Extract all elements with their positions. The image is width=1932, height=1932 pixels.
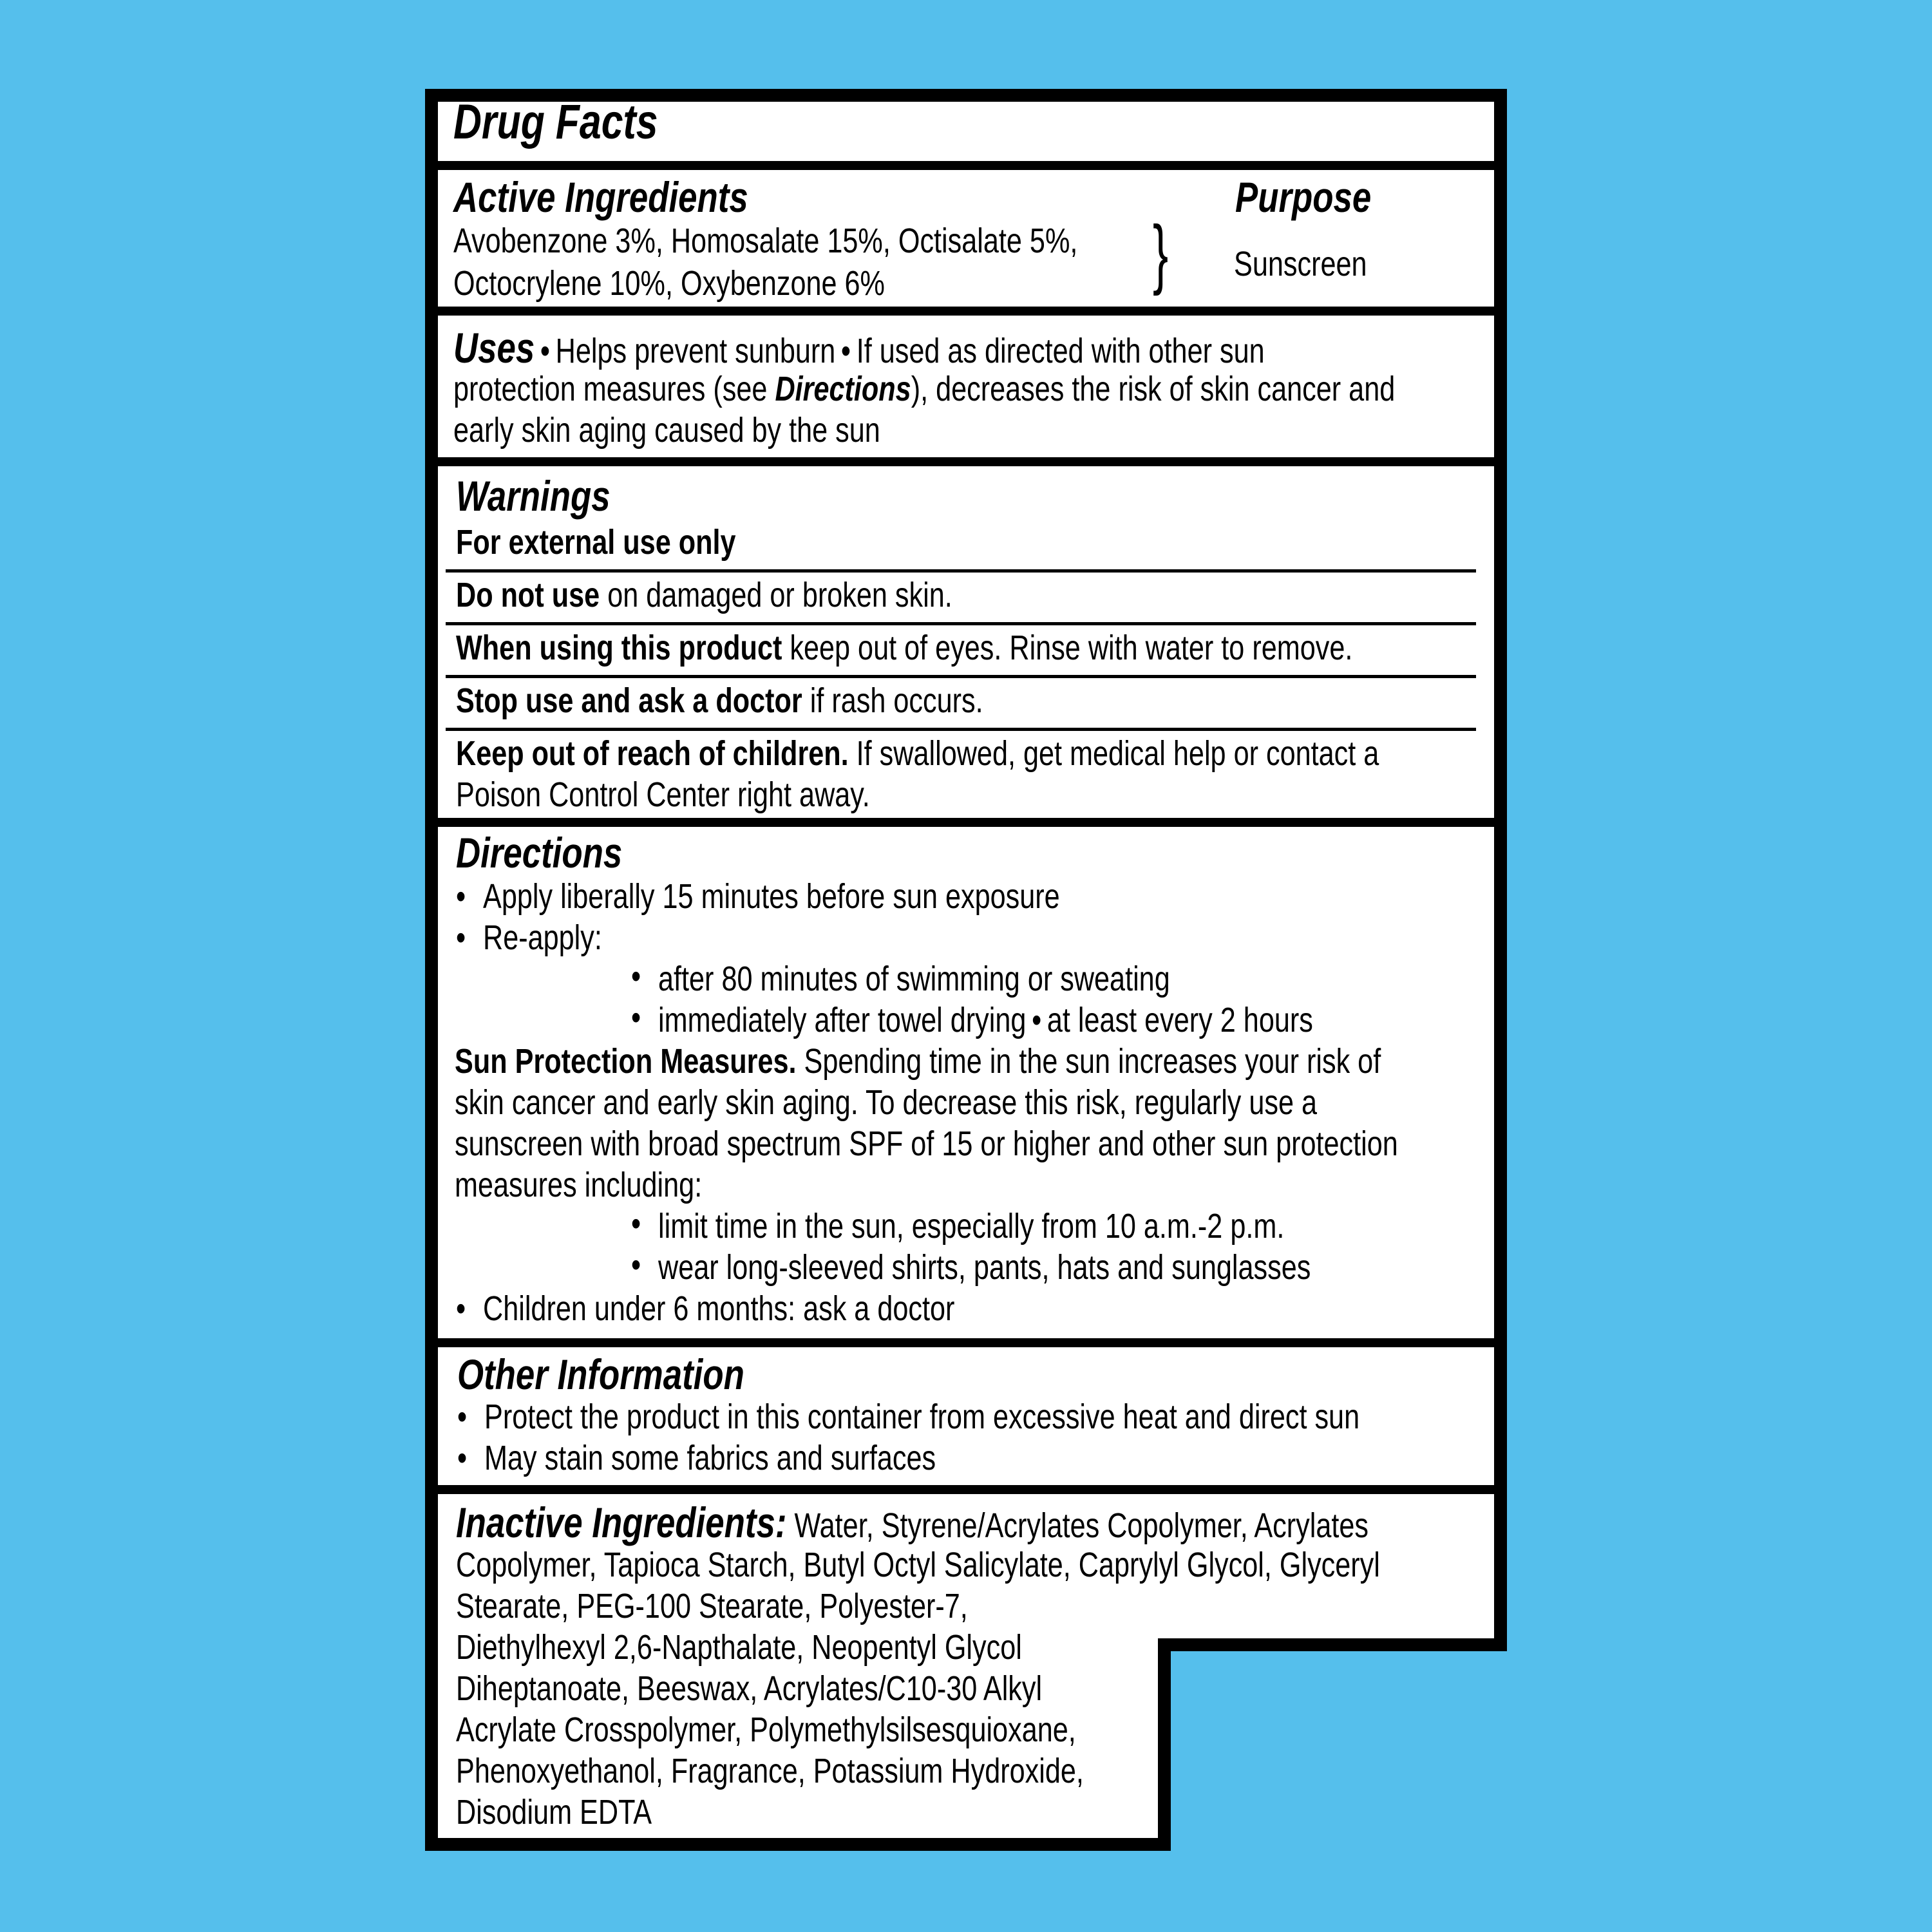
other-information-item-2: May stain some fabrics and surfaces [484, 1439, 936, 1477]
sun-protection-line-2: skin cancer and early skin aging. To decrease this risk, regularly use a [455, 1083, 1318, 1122]
bullet-icon: • [457, 1397, 468, 1436]
brace-icon: } [1153, 210, 1169, 296]
directions-item-2: Re-apply: [483, 918, 602, 957]
inactive-ingredients-line-1 [456, 1499, 1368, 1546]
keep-out-warning [456, 733, 1379, 774]
reapply-sub-2a: immediately after towel drying [658, 1001, 1027, 1039]
active-ingredients-line-2: Octocrylene 10%, Oxybenzone 6% [453, 264, 885, 303]
bullet-icon: • [631, 998, 641, 1037]
purpose-value: Sunscreen [1234, 245, 1367, 283]
bullet-icon: • [840, 332, 851, 370]
when-using-label: When using this product [456, 629, 782, 667]
active-ingredients-line-1: Avobenzone 3%, Homosalate 15%, Octisalate 5%, [453, 222, 1078, 260]
reapply-sub-2b: at least every 2 hours [1046, 1001, 1313, 1039]
stop-use-label: Stop use and ask a doctor [456, 681, 802, 720]
divider-warning-2 [446, 622, 1476, 625]
divider-directions [431, 1338, 1501, 1347]
do-not-use-label: Do not use [456, 576, 600, 614]
keep-out-label: Keep out of reach of children. [456, 734, 849, 773]
do-not-use-warning [456, 574, 952, 616]
directions-reference: Directions [775, 370, 911, 408]
inactive-ingredients-line-5: Diheptanoate, Beeswax, Acrylates/C10-30 Alkyl [456, 1669, 1043, 1708]
divider-warnings [431, 818, 1501, 827]
uses-item-1: Helps prevent sunburn [555, 332, 836, 370]
bullet-icon: • [540, 332, 550, 370]
inactive-ingredients-line-3: Stearate, PEG-100 Stearate, Polyester-7, [456, 1587, 968, 1625]
do-not-use-text: on damaged or broken skin. [600, 576, 952, 614]
inactive-ingredients-line-4: Diethylhexyl 2,6-Napthalate, Neopentyl Glycol [456, 1628, 1022, 1667]
bullet-icon: • [631, 1245, 641, 1284]
uses-line-2-pre: protection measures (see [453, 370, 775, 408]
when-using-warning [456, 627, 1352, 668]
sun-protection-label: Sun Protection Measures. [455, 1042, 797, 1081]
uses-line-1 [453, 325, 1265, 372]
drug-facts-label [425, 89, 1507, 1851]
reapply-sub-2 [658, 999, 1313, 1041]
sun-protection-line-4: measures including: [455, 1166, 703, 1204]
divider-uses [431, 457, 1501, 466]
uses-item-2: If used as directed with other sun [856, 332, 1265, 370]
inactive-ingredients-line-6: Acrylate Crosspolymer, Polymethylsilsesquioxane, [456, 1710, 1076, 1749]
divider-warning-4 [446, 728, 1476, 731]
stop-use-warning [456, 680, 983, 721]
warnings-heading: Warnings [456, 472, 611, 520]
inactive-ingredients-heading: Inactive Ingredients: [456, 1499, 787, 1546]
when-using-text: keep out of eyes. Rinse with water to remove. [782, 629, 1353, 667]
directions-item-1: Apply liberally 15 minutes before sun exposure [483, 877, 1060, 916]
uses-heading: Uses [453, 324, 535, 372]
directions-heading: Directions [456, 829, 623, 876]
bullet-icon: • [1032, 1001, 1042, 1039]
inactive-ingredients-line-7: Phenoxyethanol, Fragrance, Potassium Hydroxide, [456, 1752, 1084, 1790]
sun-protection-text-1: Spending time in the sun increases your risk of [796, 1042, 1381, 1081]
keep-out-line-2: Poison Control Center right away. [456, 775, 870, 814]
purpose-heading: Purpose [1235, 173, 1372, 221]
sun-protection-sub-2: wear long-sleeved shirts, pants, hats and sunglasses [658, 1248, 1311, 1287]
directions-item-3: Children under 6 months: ask a doctor [483, 1289, 955, 1328]
divider-active [431, 307, 1501, 316]
divider-warning-3 [446, 675, 1476, 678]
bullet-icon: • [456, 918, 466, 957]
sun-protection-line-3: sunscreen with broad spectrum SPF of 15 or higher and other sun protection [455, 1124, 1398, 1163]
reapply-sub-1: after 80 minutes of swimming or sweating [658, 960, 1170, 998]
active-ingredients-heading: Active Ingredients [453, 173, 748, 221]
keep-out-text: If swallowed, get medical help or contact a [848, 734, 1379, 773]
uses-line-2 [453, 368, 1395, 410]
sun-protection-sub-1: limit time in the sun, especially from 10 a.m.-2 p.m. [658, 1207, 1285, 1245]
inactive-ingredients-line-8: Disodium EDTA [456, 1793, 652, 1832]
bullet-icon: • [457, 1439, 468, 1477]
uses-line-2-post: ), decreases the risk of skin cancer and [911, 370, 1396, 408]
inactive-ingredients-text-1: Water, Styrene/Acrylates Copolymer, Acrylates [786, 1506, 1368, 1545]
external-use-note: For external use only [456, 523, 736, 562]
inactive-ingredients-line-2: Copolymer, Tapioca Starch, Butyl Octyl Salicylate, Caprylyl Glycol, Glyceryl [456, 1546, 1380, 1584]
other-information-heading: Other Information [457, 1350, 744, 1398]
bullet-icon: • [631, 957, 641, 996]
divider-title [431, 161, 1501, 170]
other-information-item-1: Protect the product in this container from excessive heat and direct sun [484, 1397, 1360, 1436]
sun-protection-line-1 [455, 1041, 1381, 1082]
stop-use-text: if rash occurs. [802, 681, 983, 720]
divider-warning-1 [446, 569, 1476, 573]
bullet-icon: • [456, 877, 466, 916]
bullet-icon: • [456, 1289, 466, 1328]
bullet-icon: • [631, 1204, 641, 1243]
uses-line-3: early skin aging caused by the sun [453, 411, 880, 450]
divider-other [431, 1485, 1501, 1494]
label-title: Drug Facts [453, 95, 658, 149]
